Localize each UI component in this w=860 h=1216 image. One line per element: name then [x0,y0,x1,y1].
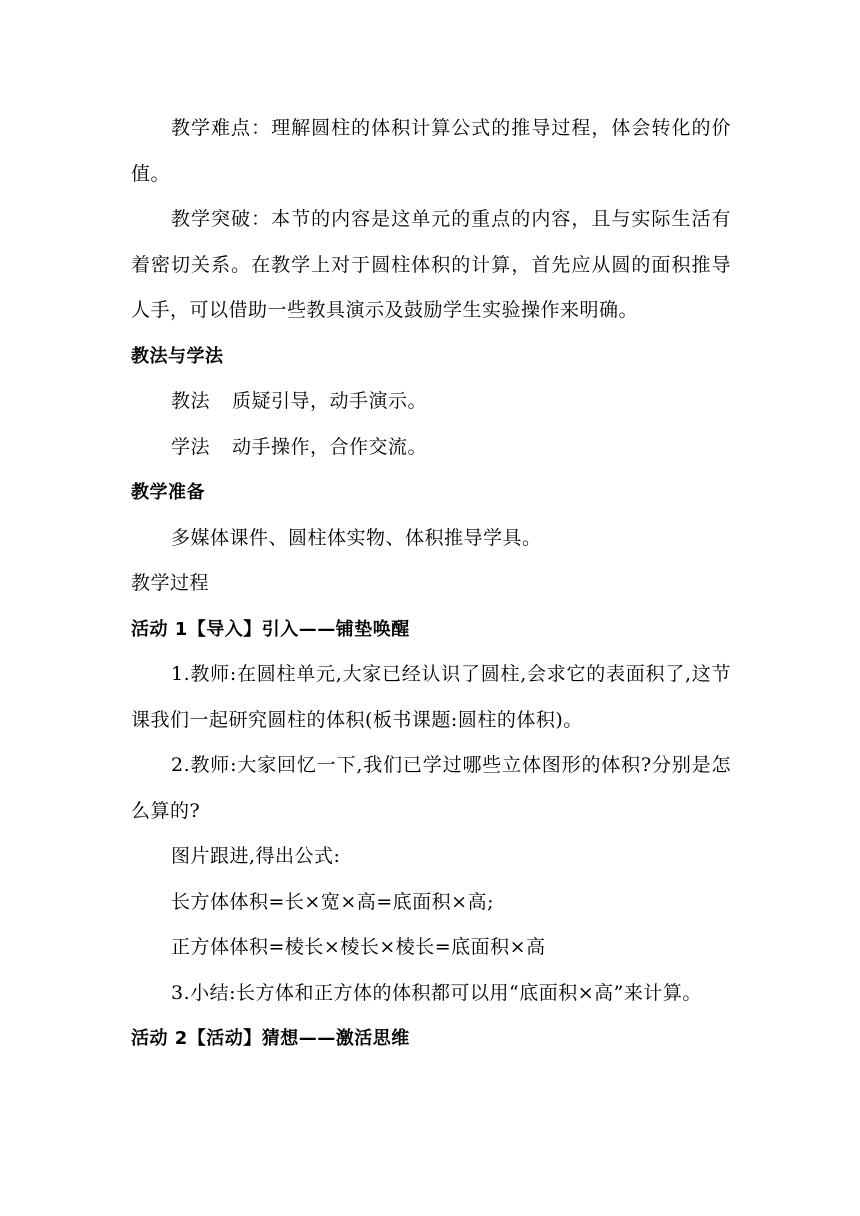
teaching-difficulty-paragraph: 教学难点：理解圆柱的体积计算公式的推导过程，体会转化的价值。 [131,117,731,185]
preparation-paragraph: 多媒体课件、圆柱体实物、体积推导学具。 [171,526,542,549]
preparation-heading: 教学准备 [131,482,205,503]
formula-cuboid: 长方体体积=长×宽×高=底面积×高; [171,890,495,913]
activity2-heading: 活动 2【活动】猜想——激活思维 [131,1028,410,1049]
learning-method-text: 动手操作，合作交流。 [232,435,428,458]
teaching-method-text: 质疑引导，动手演示。 [232,390,428,412]
teaching-breakthrough-paragraph: 教学突破：本节的内容是这单元的重点的内容，且与实际生活有着密切关系。在教学上对于圆柱体积的计算，首先应从圆的面积推导人手，可以借助一些教具演示及鼓励学生实验操作来明确。 [131,208,731,321]
activity1-follow: 图片跟进,得出公式: [171,845,341,867]
activity1-item2: 2.教师:大家回忆一下,我们已学过哪些立体图形的体积?分别是怎么算的? [131,754,731,822]
learning-method-line [131,425,731,471]
document-body [131,106,731,1062]
teaching-method-line [131,379,731,425]
activity1-heading: 活动 1【导入】引入——铺垫唤醒 [131,618,410,640]
activity1-item3: 3.小结:长方体和正方体的体积都可以用“底面积×高”来计算。 [171,981,702,1004]
methods-heading: 教法与学法 [131,345,224,367]
activity1-item1: 1.教师:在圆柱单元,大家已经认识了圆柱,会求它的表面积了,这节课我们一起研究圆柱的体积(板书课题:圆柱的体积)。 [131,663,731,731]
teaching-method-label: 教法 [171,390,211,412]
learning-method-label: 学法 [171,435,211,458]
formula-cube: 正方体体积=棱长×棱长×棱长=底面积×高 [171,936,546,958]
process-heading: 教学过程 [131,572,210,594]
